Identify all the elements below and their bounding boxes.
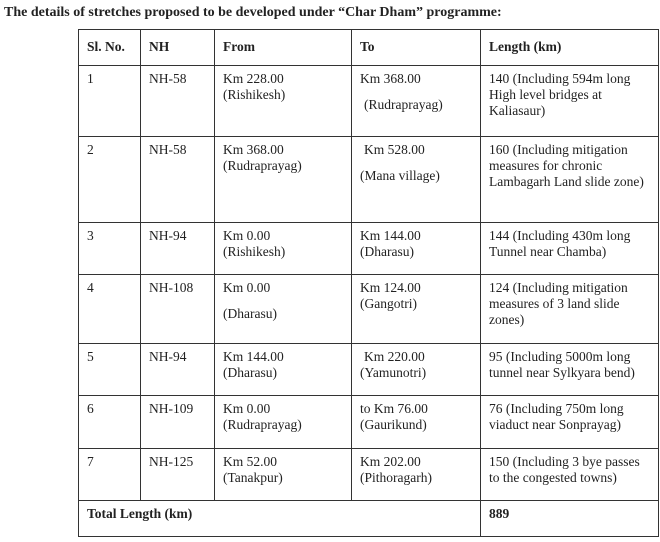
cell-length: 144 (Including 430m long Tunnel near Chamba) xyxy=(481,223,659,275)
to-km: Km 528.00 xyxy=(364,142,425,157)
cell-length: 124 (Including mitigation measures of 3 land slide zones) xyxy=(481,275,659,344)
cell-length: 160 (Including mitigation measures for chronic Lambagarh Land slide zone) xyxy=(481,137,659,223)
cell-from xyxy=(215,449,352,501)
cell-sl-no: 5 xyxy=(79,344,141,396)
total-value: 889 xyxy=(481,501,659,537)
cell-to xyxy=(352,344,481,396)
to-place: (Gangotri) xyxy=(360,296,417,311)
table-row xyxy=(79,275,659,344)
table-row xyxy=(79,344,659,396)
cell-length: 76 (Including 750m long viaduct near Sonprayag) xyxy=(481,396,659,449)
header-nh: NH xyxy=(141,30,215,66)
to-km: Km 144.00 xyxy=(360,228,421,243)
cell-sl-no: 2 xyxy=(79,137,141,223)
to-km: Km 124.00 xyxy=(360,280,421,295)
to-km: Km 202.00 xyxy=(360,454,421,469)
cell-from xyxy=(215,344,352,396)
cell-from xyxy=(215,66,352,137)
from-km: Km 52.00 xyxy=(223,454,277,469)
cell-nh: NH-94 xyxy=(141,223,215,275)
cell-nh: NH-58 xyxy=(141,137,215,223)
table-row xyxy=(79,223,659,275)
total-row xyxy=(79,501,659,537)
cell-from xyxy=(215,275,352,344)
cell-nh: NH-94 xyxy=(141,344,215,396)
header-row xyxy=(79,30,659,66)
cell-to xyxy=(352,449,481,501)
to-place: (Pithoragarh) xyxy=(360,470,432,485)
cell-nh: NH-125 xyxy=(141,449,215,501)
cell-sl-no: 3 xyxy=(79,223,141,275)
cell-from xyxy=(215,223,352,275)
cell-to xyxy=(352,137,481,223)
to-km: Km 368.00 xyxy=(360,71,421,86)
from-km: Km 0.00 xyxy=(223,280,271,295)
from-place: (Rishikesh) xyxy=(223,87,286,102)
cell-length: 150 (Including 3 bye passes to the congested towns) xyxy=(481,449,659,501)
to-place: (Yamunotri) xyxy=(360,365,427,380)
cell-sl-no: 1 xyxy=(79,66,141,137)
table-row xyxy=(79,449,659,501)
to-place: (Dharasu) xyxy=(360,244,414,259)
table-row xyxy=(79,137,659,223)
cell-from xyxy=(215,137,352,223)
from-place: (Dharasu) xyxy=(223,365,277,380)
header-sl-no: Sl. No. xyxy=(79,30,141,66)
to-place: (Gaurikund) xyxy=(360,417,427,432)
from-place: (Rudraprayag) xyxy=(223,158,302,173)
from-km: Km 368.00 xyxy=(223,142,284,157)
to-place: (Mana village) xyxy=(360,168,440,183)
from-km: Km 228.00 xyxy=(223,71,284,86)
cell-from xyxy=(215,396,352,449)
cell-length: 140 (Including 594m long High level bridges at Kaliasaur) xyxy=(481,66,659,137)
header-to: To xyxy=(352,30,481,66)
cell-nh: NH-108 xyxy=(141,275,215,344)
from-place: (Tanakpur) xyxy=(223,470,283,485)
cell-length: 95 (Including 5000m long tunnel near Sylkyara bend) xyxy=(481,344,659,396)
from-km: Km 144.00 xyxy=(223,349,284,364)
from-km: Km 0.00 xyxy=(223,401,271,416)
to-km: to Km 76.00 xyxy=(360,401,428,416)
from-place: (Rudraprayag) xyxy=(223,417,302,432)
from-km: Km 0.00 xyxy=(223,228,271,243)
header-length: Length (km) xyxy=(481,30,659,66)
cell-to xyxy=(352,396,481,449)
from-place: (Rishikesh) xyxy=(223,244,286,259)
cell-nh: NH-58 xyxy=(141,66,215,137)
cell-sl-no: 7 xyxy=(79,449,141,501)
cell-sl-no: 6 xyxy=(79,396,141,449)
header-from: From xyxy=(215,30,352,66)
cell-to xyxy=(352,275,481,344)
from-place: (Dharasu) xyxy=(223,306,277,321)
total-label: Total Length (km) xyxy=(79,501,481,537)
to-place: (Rudraprayag) xyxy=(364,97,443,112)
table-row xyxy=(79,396,659,449)
cell-to xyxy=(352,223,481,275)
table-row xyxy=(79,66,659,137)
page-heading: The details of stretches proposed to be developed under “Char Dham” programme: xyxy=(4,5,502,20)
cell-sl-no: 4 xyxy=(79,275,141,344)
stretches-table xyxy=(78,29,659,537)
cell-nh: NH-109 xyxy=(141,396,215,449)
to-km: Km 220.00 xyxy=(364,349,425,364)
cell-to xyxy=(352,66,481,137)
